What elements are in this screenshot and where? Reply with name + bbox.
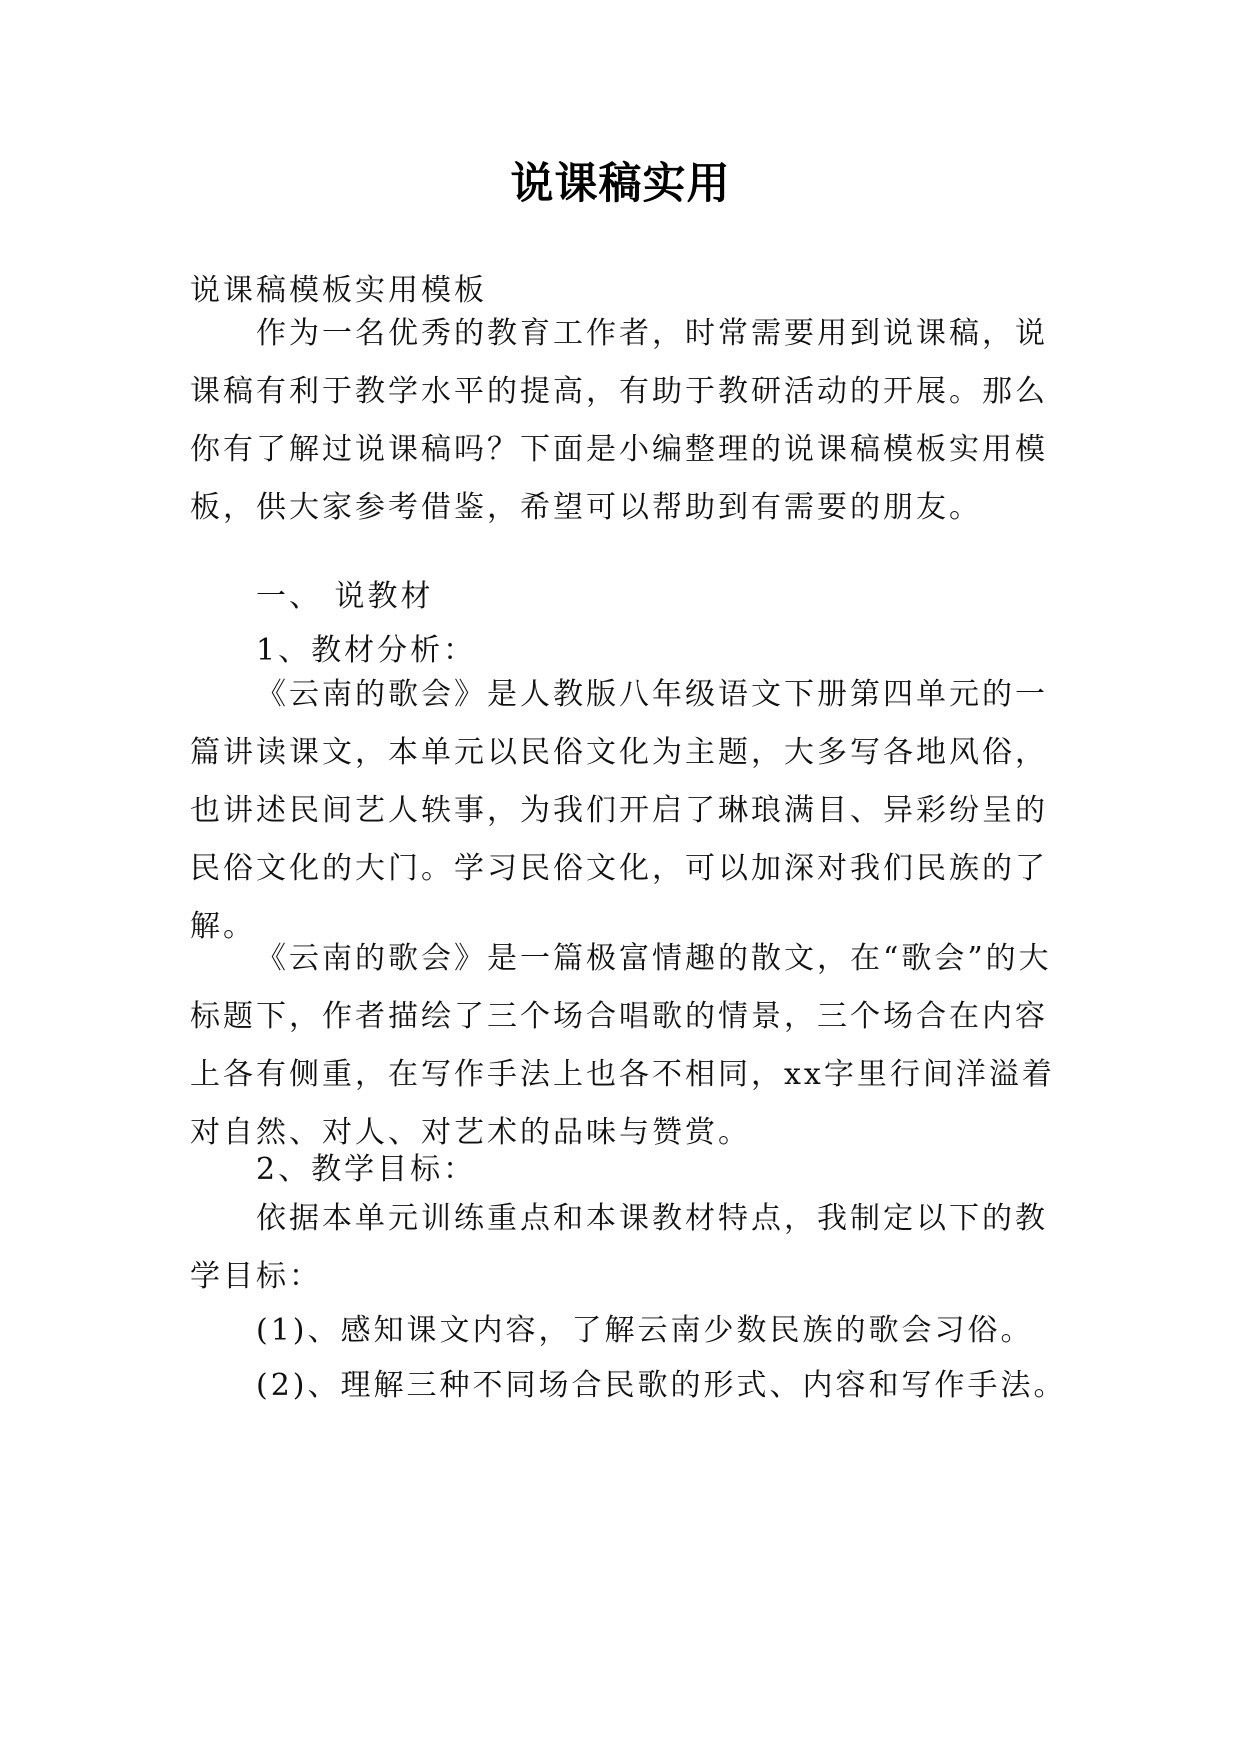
subsection-heading: 1、教材分析：	[256, 633, 477, 668]
document-title: 说课稿实用	[510, 159, 731, 209]
list-item: (2)、理解三种不同场合民歌的形式、内容和写作手法。	[256, 1368, 1067, 1403]
section-heading: 一、 说教材	[256, 579, 434, 614]
intro-paragraph: 作为一名优秀的教育工作者，时常需要用到说课稿，说课稿有利于教学水平的提高，有助于教研活动的开展。那么你有了解过说课稿吗？下面是小编整理的说课稿模板实用模板，供大家参考借鉴，希望可以帮助到有需要的朋友。	[190, 316, 1048, 525]
body-paragraph: 依据本单元训练重点和本课教材特点，我制定以下的教学目标：	[190, 1201, 1048, 1294]
body-paragraph: 《云南的歌会》是一篇极富情趣的散文，在“歌会”的大标题下，作者描绘了三个场合唱歌的情景，三个场合在内容上各有侧重，在写作手法上也各不相同，xx字里行间洋溢着对自然、对人、对艺术的品味与赞赏。	[190, 941, 1055, 1150]
body-paragraph: 《云南的歌会》是人教版八年级语文下册第四单元的一篇讲读课文，本单元以民俗文化为主题，大多写各地风俗，也讲述民间艺人轶事，为我们开启了琳琅满目、异彩纷呈的民俗文化的大门。学习民俗文化，可以加深对我们民族的了解。	[190, 677, 1048, 944]
subsection-heading: 2、教学目标：	[256, 1152, 477, 1187]
list-item: (1)、感知课文内容，了解云南少数民族的歌会习俗。	[256, 1313, 1034, 1348]
subtitle: 说课稿模板实用模板	[190, 273, 487, 308]
